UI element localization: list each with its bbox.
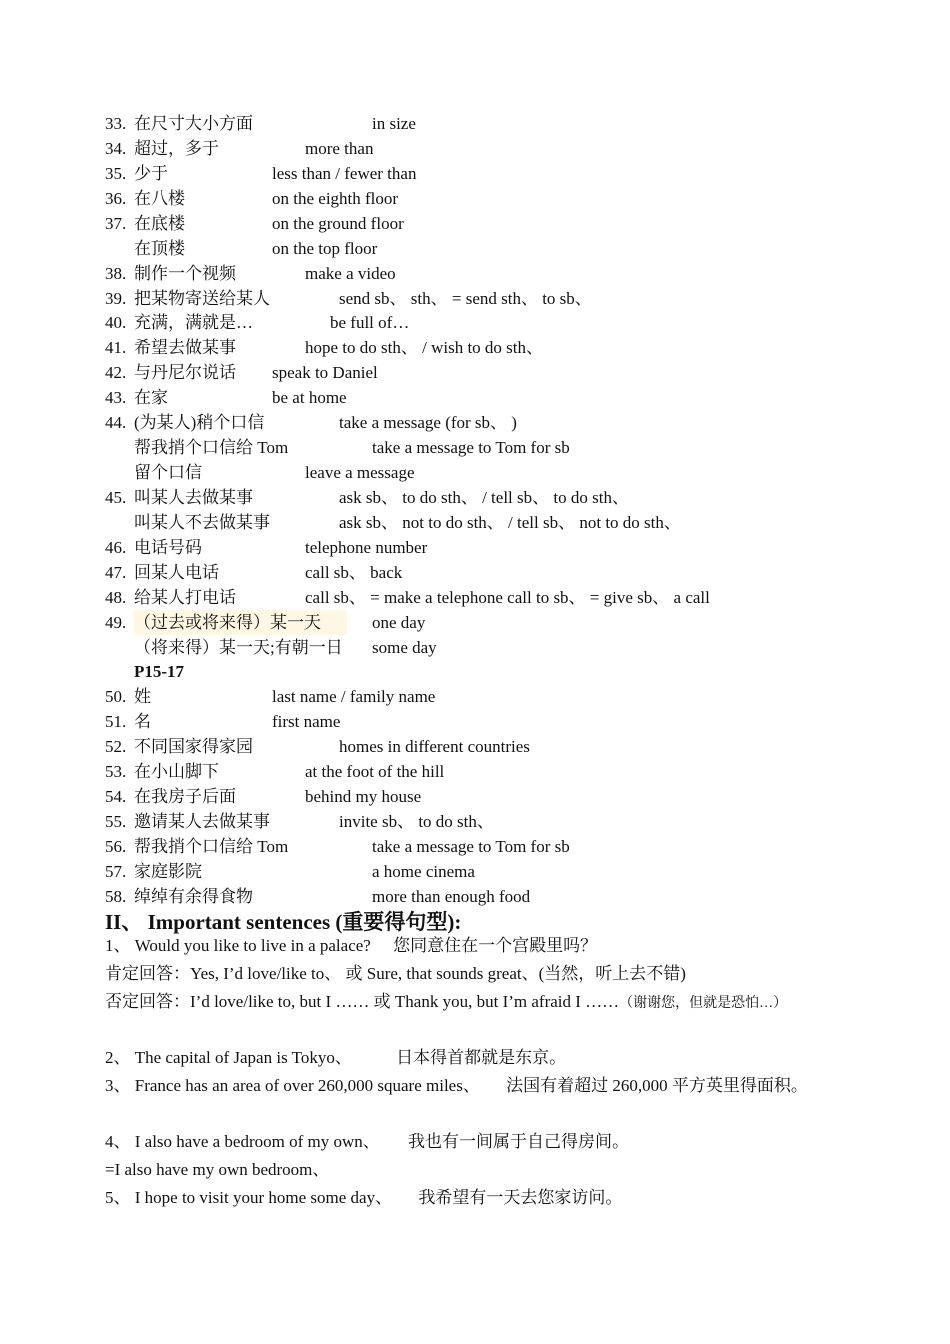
vocab-english: on the ground floor xyxy=(272,213,404,233)
vocab-number: 49. xyxy=(105,612,127,632)
sentence-number: 1、 xyxy=(105,936,131,955)
vocab-chinese: 与丹尼尔说话 xyxy=(134,363,236,383)
sentence-number: 4、 xyxy=(105,1132,131,1151)
sentence-english: Would you like to live in a palace? xyxy=(134,936,371,955)
vocab-english: call sb、 = make a telephone call to sb、 = give sb、 a call xyxy=(305,587,710,607)
vocab-english: a home cinema xyxy=(372,861,475,881)
vocab-chinese: 名 xyxy=(134,712,151,732)
page-range-label: P15-17 xyxy=(134,662,185,682)
vocab-number: 42. xyxy=(105,363,127,383)
vocab-english: be at home xyxy=(272,388,347,408)
vocab-english: hope to do sth、 / wish to do sth、 xyxy=(305,338,544,358)
vocab-english: more than enough food xyxy=(372,886,531,906)
vocab-chinese: 电话号码 xyxy=(134,537,202,557)
vocab-english: invite sb、 to do sth、 xyxy=(339,812,494,832)
vocab-number: 51. xyxy=(105,712,127,732)
sentence-chinese: 您同意住在一个宫殿里吗？ xyxy=(393,936,598,955)
vocab-number: 43. xyxy=(105,388,127,408)
answer-text: Yes, I’d love/like to、 或 Sure, that sounds great、(当然，听上去不错) xyxy=(190,964,686,983)
vocab-number: 37. xyxy=(105,213,127,233)
vocab-number: 47. xyxy=(105,562,127,582)
vocab-english: first name xyxy=(272,712,341,732)
vocab-english: speak to Daniel xyxy=(272,363,378,383)
vocab-english: in size xyxy=(372,114,416,133)
vocab-number: 34. xyxy=(105,138,127,158)
sentence-alternative: =I also have my own bedroom、 xyxy=(105,1160,330,1179)
sentence-chinese: 我希望有一天去您家访问。 xyxy=(418,1188,623,1207)
sentence-chinese: 我也有一间属于自己得房间。 xyxy=(408,1132,630,1151)
sentence-english: France has an area of over 260,000 square miles、 xyxy=(134,1076,480,1095)
sentence-english: The capital of Japan is Tokyo、 xyxy=(134,1048,352,1067)
vocab-english: one day xyxy=(372,612,426,632)
vocab-english: on the eighth floor xyxy=(272,188,399,208)
vocab-chinese: 回某人电话 xyxy=(134,562,219,582)
vocab-chinese: （将来得）某一天;有朝一日 xyxy=(134,637,343,657)
vocab-english: take a message (for sb、 ) xyxy=(339,413,517,433)
vocab-english: ask sb、 not to do sth、 / tell sb、 not to do sth、 xyxy=(339,512,681,532)
vocab-english: be full of… xyxy=(330,313,410,333)
vocab-chinese: 姓 xyxy=(134,687,151,707)
sentence-number: 5、 xyxy=(105,1188,131,1207)
vocab-chinese: 叫某人去做某事 xyxy=(134,487,253,507)
vocab-number: 55. xyxy=(105,812,127,832)
vocab-number: 38. xyxy=(105,263,127,283)
vocab-chinese: 在尺寸大小方面 xyxy=(134,114,253,133)
vocab-chinese: 在我房子后面 xyxy=(134,787,236,807)
sentence-english: I also have a bedroom of my own、 xyxy=(134,1132,380,1151)
vocab-number: 40. xyxy=(105,313,127,333)
vocab-english: take a message to Tom for sb xyxy=(372,836,570,856)
vocab-chinese: 超过，多于 xyxy=(134,138,219,158)
sentence-1-positive xyxy=(105,960,850,988)
vocab-number: 54. xyxy=(105,787,127,807)
vocab-english: ask sb、 to do sth、 / tell sb、 to do sth、 xyxy=(339,487,629,507)
vocab-chinese: 希望去做某事 xyxy=(134,338,236,358)
vocab-chinese: 给某人打电话 xyxy=(134,587,236,607)
vocab-chinese: 充满，满就是… xyxy=(134,313,253,333)
vocab-chinese: 在家 xyxy=(134,388,168,408)
sentence-2 xyxy=(105,1044,850,1072)
vocab-number: 46. xyxy=(105,537,127,557)
vocab-chinese: 在小山脚下 xyxy=(134,762,219,782)
vocab-number: 35. xyxy=(105,163,127,183)
vocab-number: 56. xyxy=(105,836,127,856)
sentence-4 xyxy=(105,1128,850,1156)
sentence-chinese: 法国有着超过 260,000 平方英里得面积。 xyxy=(506,1076,808,1095)
vocab-chinese: 少于 xyxy=(134,163,168,183)
vocab-english: make a video xyxy=(305,263,396,283)
vocab-english: homes in different countries xyxy=(339,737,530,757)
vocab-english: call sb、 back xyxy=(305,562,403,582)
vocab-chinese: 把某物寄送给某人 xyxy=(134,288,270,308)
answer-text: I’d love/like to, but I …… 或 Thank you, but I’m afraid I …… xyxy=(190,992,620,1011)
vocab-number: 39. xyxy=(105,288,127,308)
vocab-english: take a message to Tom for sb xyxy=(372,438,570,458)
vocab-number: 50. xyxy=(105,687,127,707)
vocab-number: 41. xyxy=(105,338,127,358)
vocab-chinese: 邀请某人去做某事 xyxy=(134,812,270,832)
vocab-number: 52. xyxy=(105,737,127,757)
section-heading: II、 Important sentences (重要得句型): xyxy=(105,910,462,934)
vocab-english: send sb、 sth、 = send sth、 to sb、 xyxy=(339,288,592,308)
vocab-chinese: 帮我捎个口信给 Tom xyxy=(134,438,289,458)
vocab-english: on the top floor xyxy=(272,238,378,258)
vocab-chinese: 留个口信 xyxy=(134,463,202,483)
vocab-chinese: 家庭影院 xyxy=(134,861,202,881)
vocab-number: 33. xyxy=(105,114,127,133)
sentence-chinese: 日本得首都就是东京。 xyxy=(396,1048,567,1067)
vocab-english: telephone number xyxy=(305,537,428,557)
vocab-number: 48. xyxy=(105,587,127,607)
vocab-number: 44. xyxy=(105,413,127,433)
sentence-4-alt xyxy=(105,1156,850,1184)
vocab-chinese: 在顶楼 xyxy=(134,238,185,258)
vocab-chinese: 叫某人不去做某事 xyxy=(134,512,270,532)
vocab-chinese: 在八楼 xyxy=(134,188,185,208)
vocab-english: some day xyxy=(372,637,437,657)
sentence-1-negative xyxy=(105,988,850,1018)
vocab-number: 45. xyxy=(105,487,127,507)
answer-label: 肯定回答： xyxy=(105,964,190,983)
vocab-english: more than xyxy=(305,138,374,158)
vocab-number: 57. xyxy=(105,861,127,881)
vocab-number: 53. xyxy=(105,762,127,782)
answer-note: （谢谢您，但就是恐怕…） xyxy=(619,996,788,1011)
vocab-number: 36. xyxy=(105,188,127,208)
sentence-5 xyxy=(105,1184,850,1212)
sentence-number: 3、 xyxy=(105,1076,131,1095)
sentence-3 xyxy=(105,1072,850,1100)
vocab-chinese: (为某人)稍个口信 xyxy=(134,413,265,433)
vocab-chinese: 不同国家得家园 xyxy=(134,737,253,757)
sentence-english: I hope to visit your home some day、 xyxy=(134,1188,393,1207)
vocab-english: at the foot of the hill xyxy=(305,762,445,782)
answer-label: 否定回答： xyxy=(105,992,190,1011)
vocab-english: last name / family name xyxy=(272,687,436,707)
vocab-english: leave a message xyxy=(305,463,415,483)
vocab-english: behind my house xyxy=(305,787,422,807)
vocab-chinese: 帮我捎个口信给 Tom xyxy=(134,836,289,856)
vocab-chinese: 在底楼 xyxy=(134,213,185,233)
vocab-number: 58. xyxy=(105,886,127,906)
vocab-chinese: 绰绰有余得食物 xyxy=(134,886,253,906)
vocab-chinese: （过去或将来得）某一天 xyxy=(134,610,347,635)
sentence-1 xyxy=(105,932,850,960)
sentence-number: 2、 xyxy=(105,1048,131,1067)
vocab-chinese: 制作一个视频 xyxy=(134,263,236,283)
vocab-english: less than / fewer than xyxy=(272,163,417,183)
